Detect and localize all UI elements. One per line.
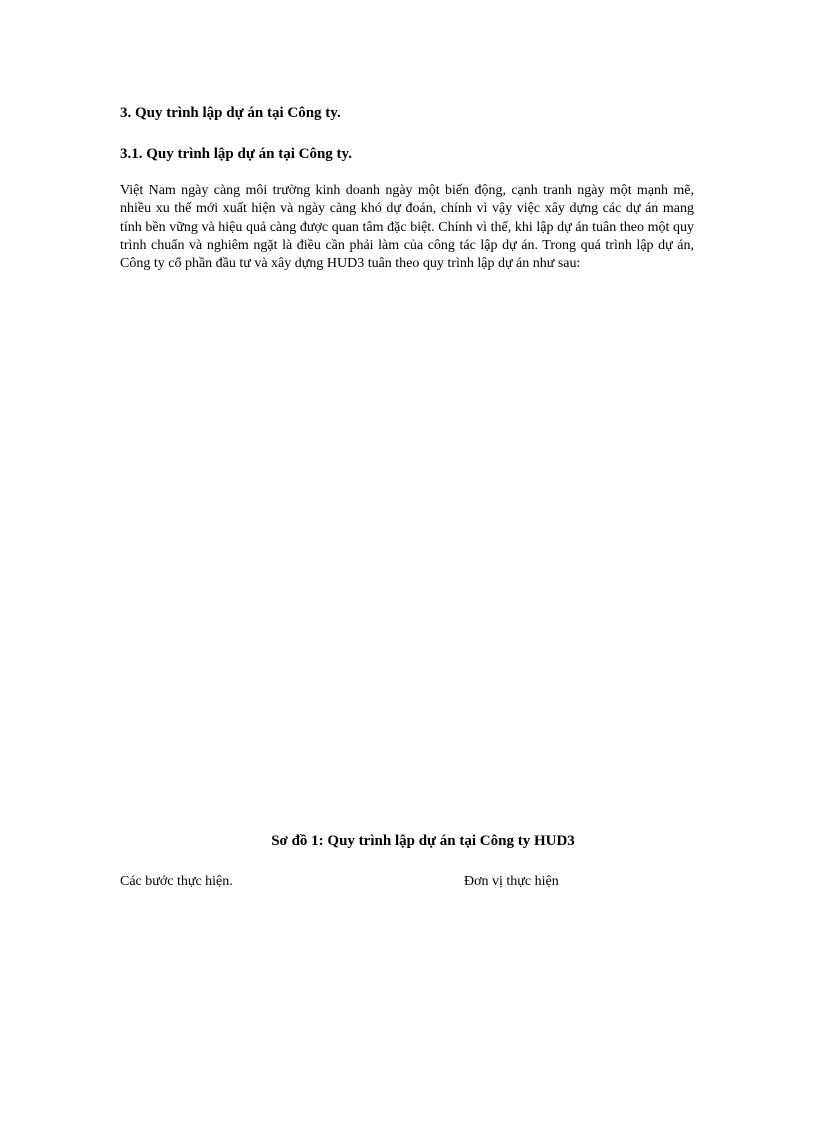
diagram-placeholder xyxy=(120,320,694,810)
steps-column-label: Các bước thực hiện. xyxy=(120,874,233,889)
diagram-caption: Sơ đồ 1: Quy trình lập dự án tại Công ty HUD3 xyxy=(271,833,575,849)
subsection-heading: 3.1. Quy trình lập dự án tại Công ty. xyxy=(120,146,352,162)
section-heading: 3. Quy trình lập dự án tại Công ty. xyxy=(120,105,341,121)
intro-paragraph: Việt Nam ngày càng môi trường kinh doanh ngày một biến động, cạnh tranh ngày một mạnh mẽ, nhiều xu thế mới xuất hiện và ngày càng khó dự đoán, chính vì vậy việc xây dựng các dự án mang tính bền vững và hiệu quả càng được quan tâm đặc biệt. Chính vì thế, khi lập dự án tuân theo một quy trình chuẩn và nghiêm ngặt là điều cần phải làm của công tác lập dự án. Trong quá trình lập dự án, Công ty cổ phần đầu tư và xây dựng HUD3 tuân theo quy trình lập dự án như sau: xyxy=(120,183,694,272)
units-column-label: Đơn vị thực hiện xyxy=(464,874,559,889)
